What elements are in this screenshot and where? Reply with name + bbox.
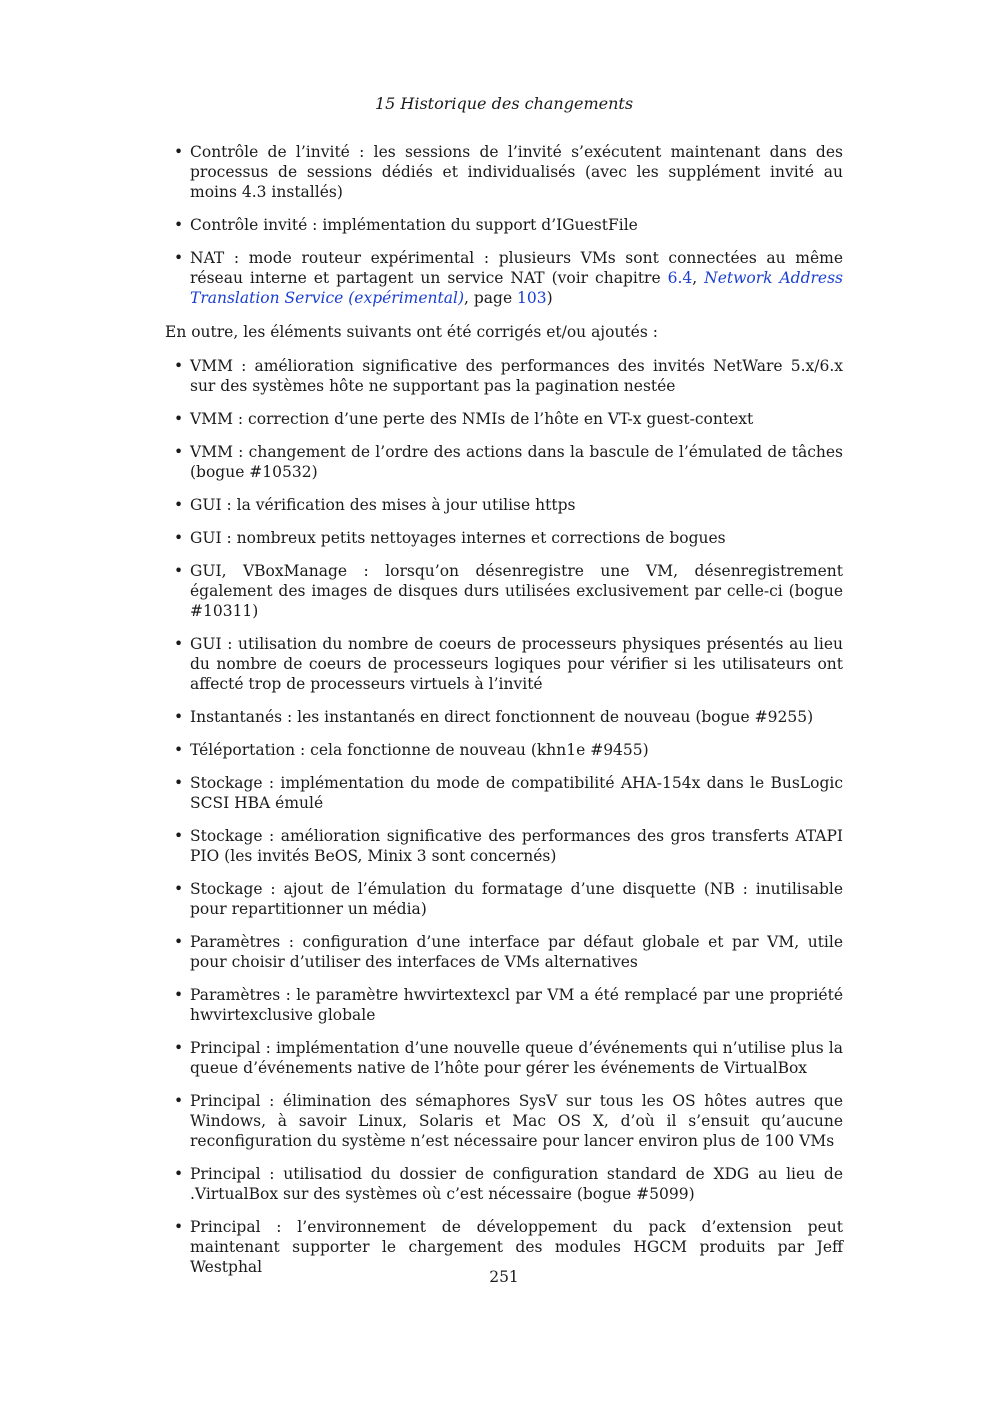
list-item: • Paramètres : configuration d’une interface par défaut globale et par VM, utile pour choisir d’utiliser des interfaces de VMs alternatives (165, 932, 843, 972)
intro-paragraph: En outre, les éléments suivants ont été corrigés et/ou ajoutés : (165, 323, 658, 341)
list-item: • GUI : utilisation du nombre de coeurs de processeurs physiques présentés au lieu du nombre de coeurs de processeurs logiques pour vérifier si les utilisateurs ont affecté trop de processeurs virtuels à l’invité (165, 634, 843, 694)
list-item: • Téléportation : cela fonctionne de nouveau (khn1e #9455) (165, 740, 843, 760)
page-content (165, 142, 843, 1290)
list-item: • GUI, VBoxManage : lorsqu’on désenregistre une VM, désenregistrement également des images de disques durs utilisées exclusivement par celle-ci (bogue #10311) (165, 561, 843, 621)
list-item: • Contrôle invité : implémentation du support d’IGuestFile (165, 215, 843, 235)
running-header: 15 Historique des changements (374, 94, 634, 113)
list-item: • GUI : nombreux petits nettoyages internes et corrections de bogues (165, 528, 843, 548)
fixes-list (165, 356, 843, 1277)
list-item: • Principal : l’environnement de développement du pack d’extension peut maintenant supporter le chargement des modules HGCM produits par Jeff Westphal (165, 1217, 843, 1277)
list-item: • Contrôle de l’invité : les sessions de l’invité s’exécutent maintenant dans des processus de sessions dédiés et individualisés (avec les supplément invité au moins 4.3 installés) (165, 142, 843, 202)
list-item: • Instantanés : les instantanés en direct fonctionnent de nouveau (bogue #9255) (165, 707, 843, 727)
list-item: • Principal : implémentation d’une nouvelle queue d’événements qui n’utilise plus la queue d’événements native de l’hôte pour gérer les événements de VirtualBox (165, 1038, 843, 1078)
list-item: • Stockage : ajout de l’émulation du formatage d’une disquette (NB : inutilisable pour repartitionner un média) (165, 879, 843, 919)
nat-text: NAT : mode routeur expérimental : plusieurs VMs sont connectées au même réseau interne et partagent un service NAT (voir chapitre (190, 249, 843, 287)
separator: , (692, 269, 705, 287)
list-item: • GUI : la vérification des mises à jour utilise https (165, 495, 843, 515)
list-item: • Principal : élimination des sémaphores SysV sur tous les OS hôtes autres que Windows, à savoir Linux, Solaris et Mac OS X, d’où il s’ensuit qu’aucune reconfiguration du système n’est nécessaire pour lancer environ plus de 100 VMs (165, 1091, 843, 1151)
list-item: • VMM : changement de l’ordre des actions dans la bascule de l’émulated de tâches (bogue #10532) (165, 442, 843, 482)
list-item: • VMM : amélioration significative des performances des invités NetWare 5.x/6.x sur des systèmes hôte ne supportant pas la pagination nestée (165, 356, 843, 396)
list-item: • Stockage : implémentation du mode de compatibilité AHA-154x dans le BusLogic SCSI HBA émulé (165, 773, 843, 813)
chapter-link[interactable]: 6.4 (667, 269, 693, 287)
feature-list (165, 142, 843, 308)
list-item: • Principal : utilisatiod du dossier de configuration standard de XDG au lieu de .VirtualBox sur des systèmes où c’est nécessaire (bogue #5099) (165, 1164, 843, 1204)
page-prefix: , page (464, 289, 518, 307)
list-item: • Paramètres : le paramètre hwvirtextexcl par VM a été remplacé par une propriété hwvirtexclusive globale (165, 985, 843, 1025)
section-title-link[interactable]: Network Address Translation Service (expérimental) (190, 269, 843, 307)
list-item-nat (165, 248, 843, 308)
list-item: • VMM : correction d’une perte des NMIs de l’hôte en VT-x guest-context (165, 409, 843, 429)
page-number: 251 (489, 1268, 519, 1286)
page-link[interactable]: 103 (517, 289, 547, 307)
closing-paren: ) (546, 289, 553, 307)
list-item: • Stockage : amélioration significative des performances des gros transferts ATAPI PIO (les invités BeOS, Minix 3 sont concernés) (165, 826, 843, 866)
